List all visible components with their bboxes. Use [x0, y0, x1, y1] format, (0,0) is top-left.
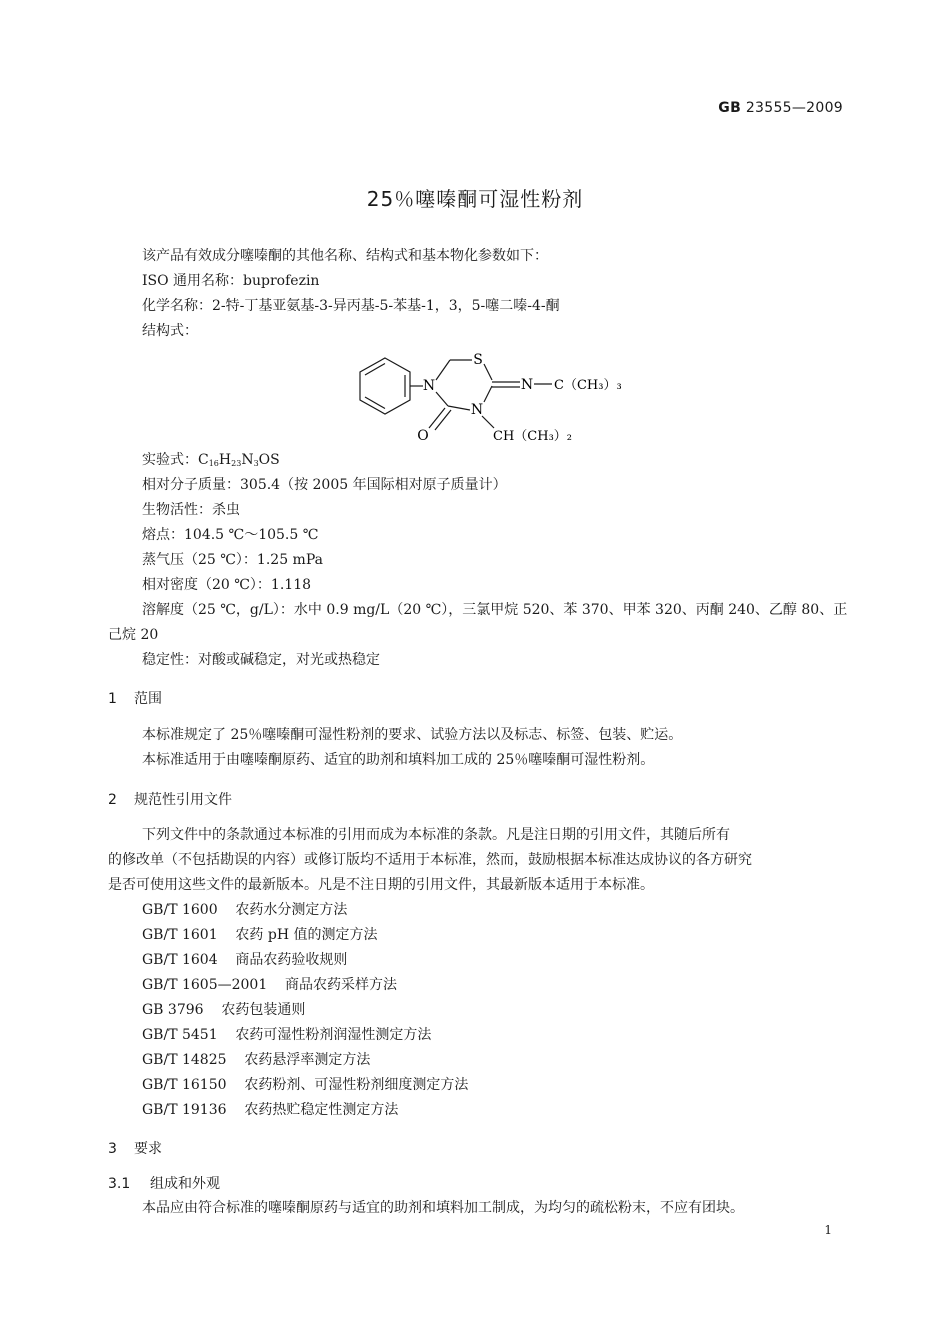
solubility-line-2: 己烷 20 — [108, 627, 159, 643]
standard-prefix: GB — [718, 100, 742, 116]
reference-item: GB/T 1604 商品农药验收规则 — [142, 952, 348, 968]
biological-activity: 生物活性：杀虫 — [142, 502, 240, 518]
reference-item: GB 3796 农药包装通则 — [142, 1002, 306, 1018]
section-2-para-line-3: 是否可使用这些文件的最新版本。凡是不注日期的引用文件，其最新版本适用于本标准。 — [108, 877, 654, 893]
section-2-para-line-1: 下列文件中的条款通过本标准的引用而成为本标准的条款。凡是注日期的引用文件，其随后所有 — [142, 827, 730, 843]
atom-s: S — [473, 352, 483, 368]
atom-n2: N — [470, 402, 484, 418]
reference-item: GB/T 1605—2001 商品农药采样方法 — [142, 977, 398, 993]
page-number: 1 — [824, 1223, 832, 1237]
atom-o: O — [417, 428, 429, 444]
reference-item: GB/T 1601 农药 pH 值的测定方法 — [142, 927, 378, 943]
reference-item: GB/T 16150 农药粉剂、可湿性粉剂细度测定方法 — [142, 1077, 469, 1093]
tert-butyl-group: C（CH₃）₃ — [554, 378, 622, 393]
stability: 稳定性：对酸或碱稳定，对光或热稳定 — [142, 652, 380, 668]
isopropyl-group: CH（CH₃）₂ — [493, 429, 572, 444]
structural-formula — [330, 340, 630, 450]
standard-number — [718, 100, 843, 116]
empirical-formula: 实验式：$C_{16}H_{23}N_3OS$ — [142, 452, 280, 468]
document-title: 25％噻嗪酮可湿性粉剂 — [366, 187, 584, 211]
reference-item: GB/T 14825 农药悬浮率测定方法 — [142, 1052, 371, 1068]
intro-lead: 该产品有效成分噻嗪酮的其他名称、结构式和基本物化参数如下： — [142, 248, 548, 264]
benzene-ring — [360, 358, 410, 414]
relative-density: 相对密度（20 ℃）：1.118 — [142, 577, 312, 593]
section-3-1-para: 本品应由符合标准的噻嗪酮原药与适宜的助剂和填料加工制成，为均匀的疏松粉末，不应有团块。 — [142, 1200, 744, 1216]
reference-item: GB/T 5451 农药可湿性粉剂润湿性测定方法 — [142, 1027, 432, 1043]
section-3-1-heading: 3.1 组成和外观 — [108, 1176, 220, 1192]
reference-item: GB/T 1600 农药水分测定方法 — [142, 902, 348, 918]
molecular-mass: 相对分子质量：305.4（按 2005 年国际相对原子质量计） — [142, 477, 507, 493]
section-2-para-line-2: 的修改单（不包括勘误的内容）或修订版均不适用于本标准，然而，鼓励根据本标准达成协议的各方研究 — [108, 852, 752, 868]
section-1-para-1: 本标准规定了 25％噻嗪酮可湿性粉剂的要求、试验方法以及标志、标签、包装、贮运。 — [142, 727, 683, 743]
standard-code: 23555—2009 — [745, 100, 843, 116]
structure-label: 结构式： — [142, 323, 198, 339]
atom-n1: N — [422, 378, 436, 394]
section-2-heading: 2 规范性引用文件 — [108, 792, 232, 808]
section-1-para-2: 本标准适用于由噻嗪酮原药、适宜的助剂和填料加工成的 25％噻嗪酮可湿性粉剂。 — [142, 752, 655, 768]
iso-name: ISO 通用名称：buprofezin — [142, 273, 320, 289]
chemical-name: 化学名称：2-特-丁基亚氨基-3-异丙基-5-苯基-1，3，5-噻二嗪-4-酮 — [142, 298, 560, 314]
thiadiazine-ring — [410, 360, 552, 430]
section-1-heading: 1 范围 — [108, 691, 162, 707]
section-3-heading: 3 要求 — [108, 1141, 162, 1157]
solubility-line-1: 溶解度（25 ℃，g/L）：水中 0.9 mg/L（20 ℃），三氯甲烷 520、苯 370、甲苯 320、丙酮 240、乙醇 80、正 — [142, 602, 848, 618]
atom-n3: N — [520, 377, 534, 393]
vapor-pressure: 蒸气压（25 ℃）：1.25 mPa — [142, 552, 323, 568]
melting-point: 熔点：104.5 ℃～105.5 ℃ — [142, 527, 319, 543]
reference-item: GB/T 19136 农药热贮稳定性测定方法 — [142, 1102, 399, 1118]
